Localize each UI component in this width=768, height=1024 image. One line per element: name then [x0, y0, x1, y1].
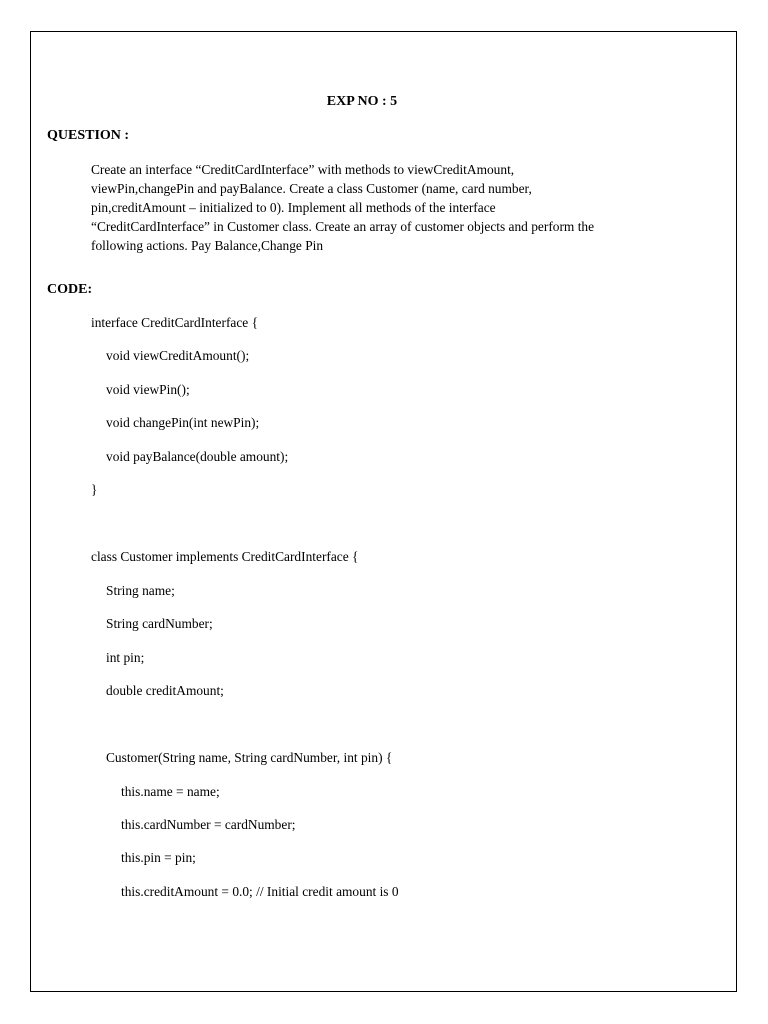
- question-line: viewPin,changePin and payBalance. Create a class Customer (name, card number,: [91, 181, 532, 196]
- code-line: void changePin(int newPin);: [106, 415, 260, 430]
- code-line: this.creditAmount = 0.0; // Initial credit amount is 0: [121, 884, 399, 899]
- question-line: “CreditCardInterface” in Customer class. Create an array of customer objects and perform the: [91, 219, 595, 234]
- code-line: interface CreditCardInterface {: [91, 315, 259, 330]
- code-line: class Customer implements CreditCardInterface {: [91, 549, 359, 564]
- experiment-title: EXP NO : 5: [326, 94, 398, 109]
- question-line: Create an interface “CreditCardInterface” with methods to viewCreditAmount,: [91, 162, 515, 177]
- code-line: void viewCreditAmount();: [106, 348, 250, 363]
- code-line: int pin;: [106, 650, 145, 665]
- code-line: }: [91, 482, 98, 497]
- question-line: following actions. Pay Balance,Change Pin: [91, 238, 324, 253]
- code-line: double creditAmount;: [106, 683, 224, 698]
- code-line: this.name = name;: [121, 784, 220, 799]
- code-line: this.cardNumber = cardNumber;: [121, 817, 296, 832]
- question-label: QUESTION :: [47, 128, 130, 143]
- code-line: this.pin = pin;: [121, 850, 196, 865]
- question-text: [91, 160, 671, 255]
- code-label: CODE:: [47, 282, 93, 297]
- code-line: String name;: [106, 583, 175, 598]
- code-line: Customer(String name, String cardNumber, int pin) {: [106, 750, 393, 765]
- code-line: void payBalance(double amount);: [106, 449, 289, 464]
- question-line: pin,creditAmount – initialized to 0). Implement all methods of the interface: [91, 200, 496, 215]
- code-line: String cardNumber;: [106, 616, 213, 631]
- code-line: void viewPin();: [106, 382, 190, 397]
